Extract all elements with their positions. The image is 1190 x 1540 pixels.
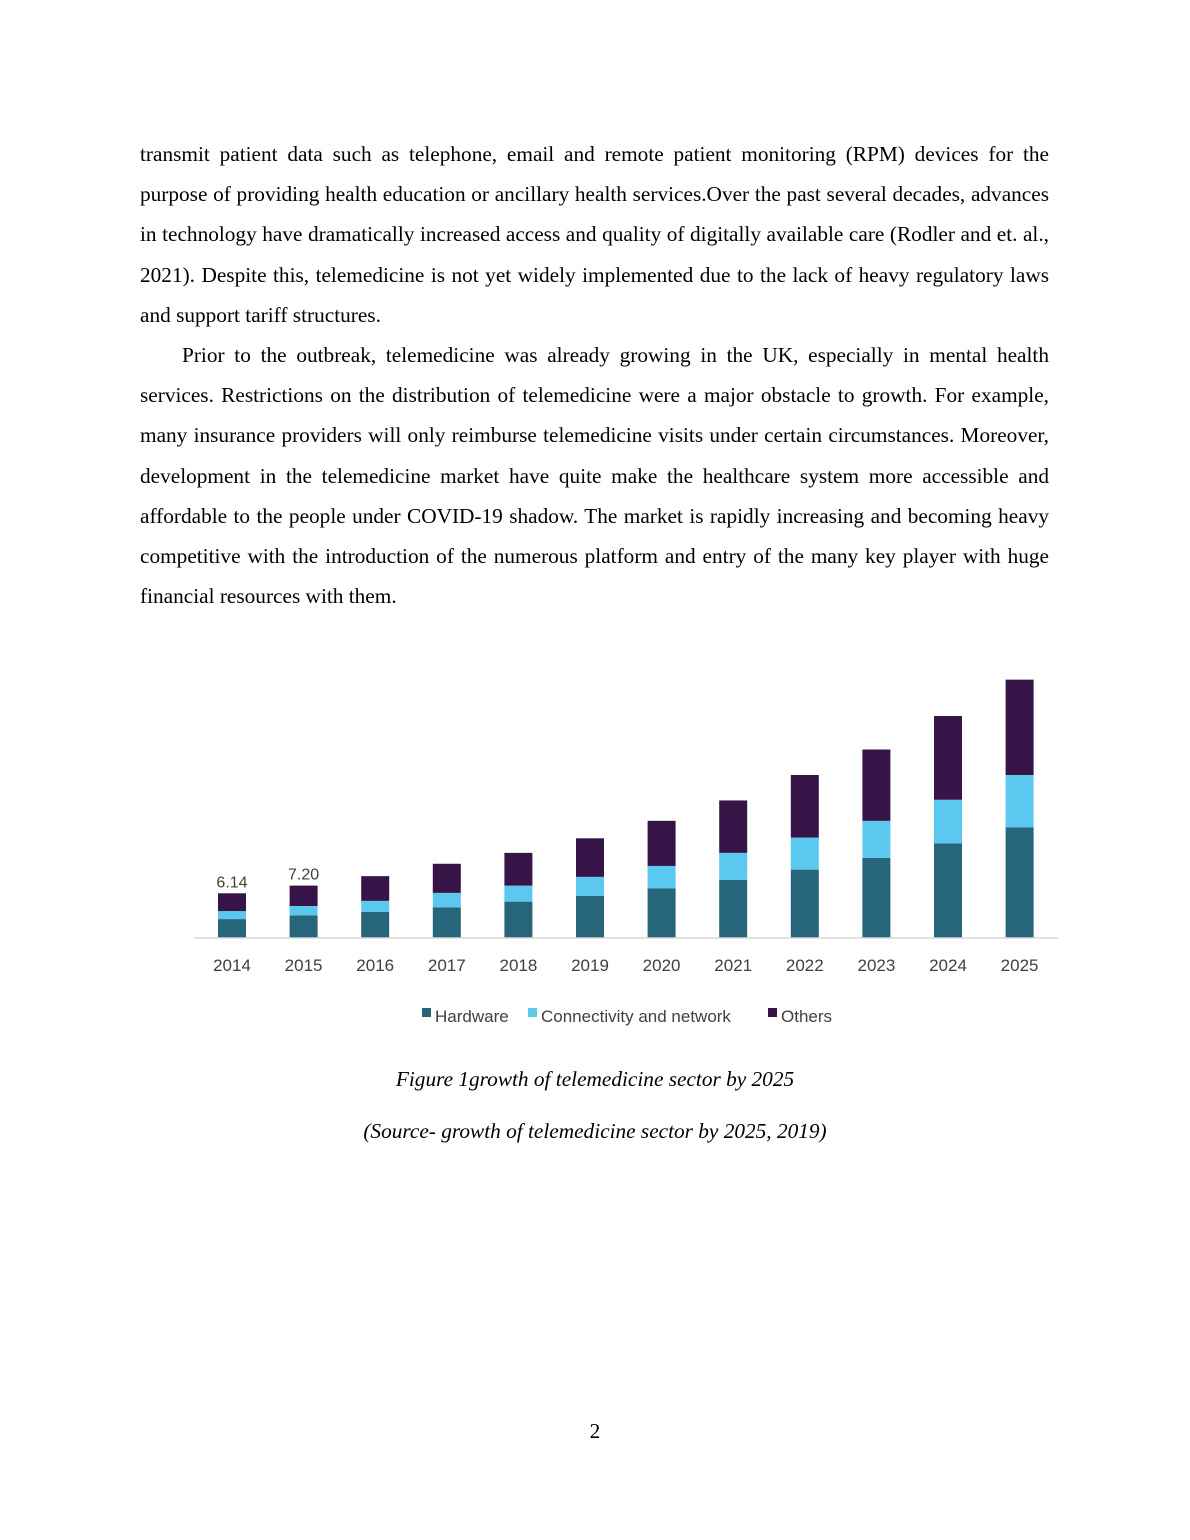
chart-svg: [180, 660, 1080, 1050]
bar-connectivity-and-network-2020: [648, 866, 676, 889]
telemedicine-growth-chart: [180, 660, 1080, 1050]
bar-connectivity-and-network-2018: [504, 886, 532, 902]
bar-hardware-2022: [791, 870, 819, 938]
bar-connectivity-and-network-2021: [719, 853, 747, 880]
paragraph-2-text: Prior to the outbreak, telemedicine was already growing in the UK, especially in mental health services. Restrictions on the distribution of telemedicine were a major obstacle to growth. For example, many insurance providers will only reimburse telemedicine visits under certain circumstances. Moreover, development in the telemedicine market have quite make the healthcare system more accessible and affordable to the people under COVID-19 shadow. The market is rapidly increasing and becoming heavy competitive with the introduction of the numerous platform and entry of the many key player with huge financial resources with them.: [140, 343, 1049, 609]
bar-hardware-2021: [719, 880, 747, 938]
x-tick-label-2016: 2016: [356, 956, 395, 975]
x-tick-label-2019: 2019: [571, 956, 609, 975]
bar-connectivity-and-network-2016: [361, 901, 389, 912]
bar-others-2021: [719, 800, 747, 852]
legend-swatch-connectivity-and-network: [528, 1008, 537, 1017]
bar-hardware-2018: [504, 902, 532, 938]
figure-caption: Figure 1growth of telemedicine sector by 2025: [395, 1067, 795, 1091]
legend-label-hardware: Hardware: [435, 1007, 509, 1026]
bar-hardware-2016: [361, 912, 389, 938]
bar-hardware-2014: [218, 919, 246, 938]
data-label-2014: 6.14: [216, 874, 248, 892]
bar-others-2015: [290, 886, 318, 906]
x-tick-label-2014: 2014: [213, 956, 251, 975]
x-tick-label-2018: 2018: [499, 956, 538, 975]
x-tick-label-2024: 2024: [929, 956, 967, 975]
bar-hardware-2025: [1006, 827, 1034, 938]
bar-connectivity-and-network-2017: [433, 893, 461, 908]
bar-others-2023: [862, 750, 890, 821]
bar-others-2020: [648, 821, 676, 866]
bar-connectivity-and-network-2024: [934, 800, 962, 844]
bars-layer: [218, 680, 1034, 938]
figure-source: (Source- growth of telemedicine sector by 2025, 2019): [363, 1119, 827, 1143]
x-tick-label-2015: 2015: [284, 956, 323, 975]
legend-label-connectivity-and-network: Connectivity and network: [541, 1007, 731, 1026]
bar-others-2024: [934, 716, 962, 800]
bar-hardware-2017: [433, 907, 461, 938]
x-tick-label-2021: 2021: [714, 956, 753, 975]
bar-hardware-2023: [862, 858, 890, 938]
paragraph-1-text: transmit patient data such as telephone, email and remote patient monitoring (RPM) devices for the purpose of providing health education or ancillary health services.Over the past several decades, advances in technology have dramatically increased access and quality of digitally available care (Rodler and et. al., 2021). Despite this, telemedicine is not yet widely implemented due to the lack of heavy regulatory laws and support tariff structures.: [140, 142, 1049, 327]
paragraph-1: [140, 134, 1049, 335]
legend-label-others: Others: [781, 1007, 833, 1026]
chart-legend: [422, 1007, 832, 1026]
bar-connectivity-and-network-2019: [576, 877, 604, 896]
legend-swatch-hardware: [422, 1008, 431, 1017]
legend-swatch-others: [768, 1008, 777, 1017]
bar-others-2022: [791, 775, 819, 838]
x-tick-labels: [213, 956, 1038, 975]
page-number: 2: [589, 1419, 601, 1443]
x-tick-label-2020: 2020: [642, 956, 681, 975]
bar-others-2025: [1006, 680, 1034, 775]
bar-hardware-2024: [934, 843, 962, 938]
bar-hardware-2019: [576, 896, 604, 938]
bar-others-2014: [218, 893, 246, 911]
bar-others-2017: [433, 864, 461, 893]
bar-connectivity-and-network-2025: [1006, 775, 1034, 827]
bar-connectivity-and-network-2015: [290, 906, 318, 915]
bar-others-2019: [576, 838, 604, 877]
bar-connectivity-and-network-2023: [862, 821, 890, 858]
bar-hardware-2020: [648, 889, 676, 938]
x-tick-label-2022: 2022: [785, 956, 824, 975]
x-tick-label-2017: 2017: [427, 956, 466, 975]
x-tick-label-2025: 2025: [1000, 956, 1039, 975]
bar-others-2016: [361, 876, 389, 901]
bar-connectivity-and-network-2014: [218, 911, 246, 919]
x-tick-label-2023: 2023: [857, 956, 896, 975]
data-label-2015: 7.20: [288, 866, 320, 884]
bar-hardware-2015: [290, 915, 318, 938]
paragraph-2: [140, 335, 1049, 616]
bar-others-2018: [504, 853, 532, 886]
bar-connectivity-and-network-2022: [791, 838, 819, 870]
